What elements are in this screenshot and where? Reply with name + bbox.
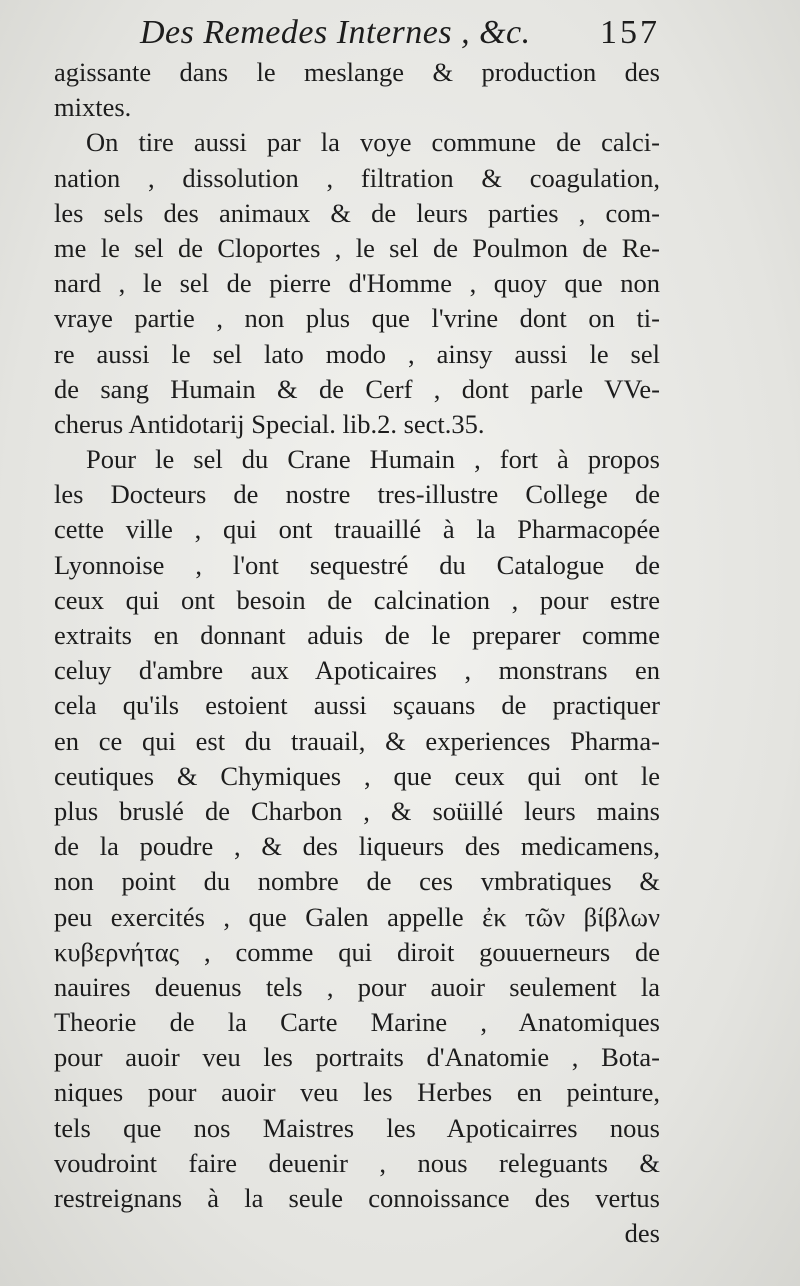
page-number: 157 xyxy=(600,14,660,51)
text-line: me le sel de Cloportes , le sel de Poulmon de Re- xyxy=(54,232,660,263)
body-text xyxy=(54,55,660,1251)
text-line: cela qu'ils estoient aussi sçauans de practiquer xyxy=(54,690,660,721)
text-line: Lyonnoise , l'ont sequestré du Catalogue de xyxy=(54,549,660,580)
text-line: vraye partie , non plus que l'vrine dont on ti- xyxy=(54,303,660,334)
text-line: pour auoir veu les portraits d'Anatomie , Bota- xyxy=(54,1042,660,1073)
text-line: de sang Humain & de Cerf , dont parle VVe- xyxy=(54,373,660,404)
text-line: cherus Antidotarij Special. lib.2. sect.35. xyxy=(54,408,485,439)
running-title: Des Remedes Internes , &c. xyxy=(140,14,531,51)
text-line: peu exercités , que Galen appelle ἐκ τῶν βίβλων xyxy=(54,901,660,932)
text-line: les Docteurs de nostre tres-illustre College de xyxy=(54,479,660,510)
text-line: de la poudre , & des liqueurs des medicamens, xyxy=(54,831,660,862)
text-line: Theorie de la Carte Marine , Anatomiques xyxy=(54,1007,660,1038)
text-line: On tire aussi par la voye commune de calci- xyxy=(86,127,660,158)
text-line: en ce qui est du trauail, & experiences Pharma- xyxy=(54,725,660,756)
text-line: nard , le sel de pierre d'Homme , quoy que non xyxy=(54,268,660,299)
text-line: les sels des animaux & de leurs parties , com- xyxy=(54,197,660,228)
text-line: voudroint faire deuenir , nous releguants & xyxy=(54,1147,660,1178)
text-line: ceutiques & Chymiques , que ceux qui ont le xyxy=(54,760,660,791)
text-line: celuy d'ambre aux Apoticaires , monstrans en xyxy=(54,655,660,686)
text-line: mixtes. xyxy=(54,92,132,123)
text-line: Pour le sel du Crane Humain , fort à propos xyxy=(86,444,660,475)
text-line: plus bruslé de Charbon , & soüillé leurs mains xyxy=(54,795,660,826)
text-line: restreignans à la seule connoissance des vertus xyxy=(54,1183,660,1213)
text-line: agissante dans le meslange & production des xyxy=(54,57,660,87)
text-line: tels que nos Maistres les Apoticairres nous xyxy=(54,1112,660,1143)
text-line: κυβερνήτας , comme qui diroit gouuerneurs de xyxy=(54,936,660,967)
text-line: des xyxy=(624,1218,660,1249)
text-line: non point du nombre de ces vmbratiques & xyxy=(54,866,660,897)
text-line: ceux qui ont besoin de calcination , pour estre xyxy=(54,584,660,615)
text-line: re aussi le sel lato modo , ainsy aussi le sel xyxy=(54,338,660,369)
text-line: nauires deuenus tels , pour auoir seulement la xyxy=(54,971,660,1002)
page-header xyxy=(140,14,660,58)
text-line: nation , dissolution , filtration & coagulation, xyxy=(54,162,660,193)
text-line: niques pour auoir veu les Herbes en peinture, xyxy=(54,1077,660,1108)
text-line: cette ville , qui ont trauaillé à la Pharmacopée xyxy=(54,514,660,545)
text-line: extraits en donnant aduis de le preparer comme xyxy=(54,620,660,650)
